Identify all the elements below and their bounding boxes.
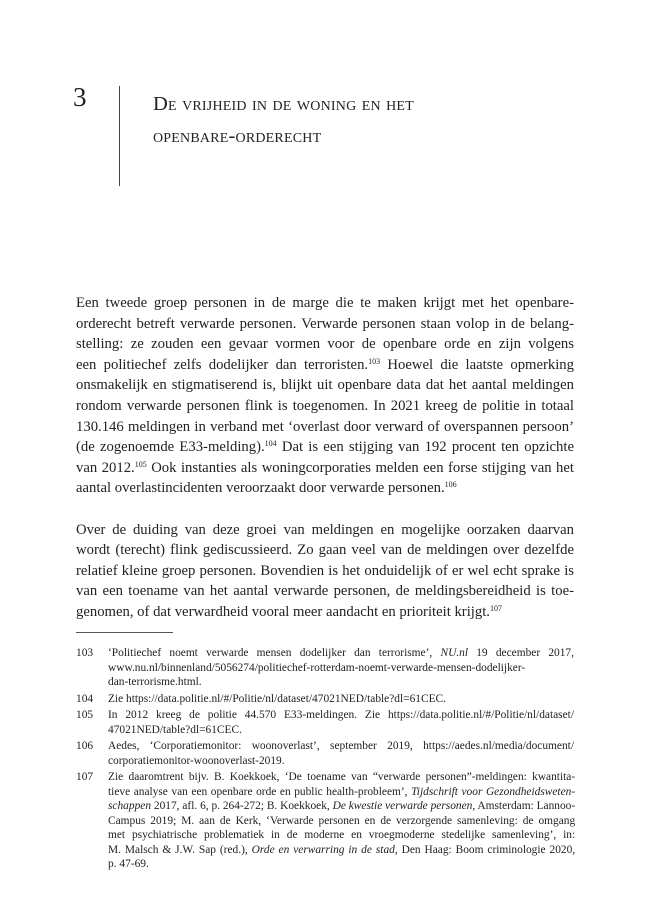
footnote-line: schappen 2017, afl. 6, p. 264-272; B. Koekkoek, De kwestie verwarde personen, Amsterdam: Lannoo- xyxy=(108,800,576,812)
footnote-text xyxy=(108,646,574,690)
footnote-text xyxy=(108,739,574,768)
text-line: (de zogenoemde E33-melding).$^{104}$ Dat is een stijging van 192 procent ten opzichte xyxy=(76,439,574,456)
chapter-title-line-2: openbare-orderecht xyxy=(153,125,322,147)
text-line: van 2012.$^{105}$ Ook instanties als woningcorporaties melden een forse stijging van het xyxy=(76,459,574,476)
footnote-line: Zie https://data.politie.nl/#/Politie/nl/dataset/47021NED/table?dl=61CEC. xyxy=(108,692,446,705)
footnote-reference: 107 xyxy=(489,603,502,613)
text-line: 130.146 meldingen in verband met ‘overlast door verward of overspannen persoon’ xyxy=(76,418,574,435)
footnote-text xyxy=(108,770,575,872)
body-text xyxy=(76,293,574,643)
chapter-title xyxy=(153,88,573,152)
text-line: een politiechef zelfs dodelijker dan terroristen.$^{103}$ Hoewel die laatste opmerking xyxy=(76,356,574,373)
footnote-number: 104 xyxy=(76,692,94,705)
footnote-separator xyxy=(76,632,173,633)
text-line: Een tweede groep personen in de marge die te maken krijgt met het openbare- xyxy=(76,295,574,311)
footnotes xyxy=(76,646,574,874)
footnote-line: Campus 2019; M. aan de Kerk, ‘Verwarde personen en de verzorgende samenleving: de omgang xyxy=(108,814,576,827)
text-line: onsmakelijk en stigmatiserend is, blijkt uit openbare data dat het aantal meldingen xyxy=(76,377,574,394)
footnote-104 xyxy=(76,692,574,707)
footnote-number: 105 xyxy=(76,709,94,721)
footnote-reference: 104 xyxy=(264,439,277,449)
text-line: genomen, of dat verwardheid vooral meer aandacht en prioriteit krijgt.$^{107}$ xyxy=(76,603,502,620)
footnote-line: corporatiemonitor-woonoverlast-2019. xyxy=(108,754,285,767)
footnote-105 xyxy=(76,708,574,737)
footnote-line: Aedes, ‘Corporatiemonitor: woonoverlast’, september 2019, https://aedes.nl/media/document/ xyxy=(108,740,574,752)
footnote-reference: 105 xyxy=(134,459,147,469)
text-line: aantal overlastincidenten veroorzaakt door verwarde personen.$^{106}$ xyxy=(76,480,457,497)
text-line: rondom verwarde personen flink is toegenomen. In 2021 kreeg de politie in totaal xyxy=(76,397,574,414)
footnote-number: 106 xyxy=(76,740,94,752)
text-line: stelling: ze zouden een gevaar vormen voor de openbare orde en zijn volgens xyxy=(76,336,574,353)
footnote-line: p. 47-69. xyxy=(108,858,149,870)
chapter-title-line-1: De vrijheid in de woning en het xyxy=(153,93,414,115)
footnote-line: tieve analyse van een openbare orde en public health-probleem’, Tijdschrift voor Gezondheidsweten- xyxy=(108,785,576,798)
footnote-line: In 2012 kreeg de politie 44.570 E33-meldingen. Zie https://data.politie.nl/#/Politie/nl/dataset/ xyxy=(108,709,574,721)
footnote-107 xyxy=(76,770,574,872)
footnote-line: www.nu.nl/binnenland/5056274/politiechef-rotterdam-noemt-verwarde-mensen-dodelijker- xyxy=(108,661,526,674)
footnote-number: 107 xyxy=(76,771,94,783)
footnote-106 xyxy=(76,739,574,768)
text-line: Over de duiding van deze groei van meldingen en mogelijke oorzaken daarvan xyxy=(76,521,574,538)
footnote-reference: 106 xyxy=(444,480,457,490)
footnote-reference: 103 xyxy=(368,356,381,366)
footnote-line: met psychiatrische problematiek in de moderne en vroegmoderne stedelijke samenleving’, in: xyxy=(108,829,576,841)
footnote-line: dan-terrorisme.html. xyxy=(108,676,202,688)
chapter-number: 3 xyxy=(73,82,87,112)
footnote-number: 103 xyxy=(76,647,94,659)
text-line: van een toename van het aantal verwarde personen, de meldingsbereidheid is toe- xyxy=(76,583,574,600)
paragraph-1 xyxy=(76,293,574,499)
footnote-text xyxy=(108,708,574,737)
footnote-line: 47021NED/table?dl=61CEC. xyxy=(108,723,242,736)
text-line: orderecht betreft verwarde personen. Verwarde personen staan volop in de belang- xyxy=(76,315,574,332)
text-line: relatief kleine groep personen. Bovendien is het onduidelijk of er wel echt sprake is xyxy=(76,562,574,579)
chapter-divider xyxy=(119,86,120,186)
footnote-line: ‘Politiechef noemt verwarde mensen dodelijker dan terrorisme’, NU.nl 19 december 2017, xyxy=(108,647,574,659)
footnote-line: Zie daaromtrent bijv. B. Koekkoek, ‘De toename van “verwarde personen”-meldingen: kwantita- xyxy=(108,771,576,783)
footnote-line: M. Malsch & J.W. Sap (red.), Orde en verwarring in de stad, Den Haag: Boom criminologie 2020, xyxy=(108,843,576,856)
footnote-text xyxy=(108,692,574,707)
footnote-103 xyxy=(76,646,574,690)
text-line: wordt (terecht) flink gediscussieerd. Zo gaan veel van de meldingen over dezelfde xyxy=(76,542,574,559)
paragraph-2 xyxy=(76,520,574,623)
